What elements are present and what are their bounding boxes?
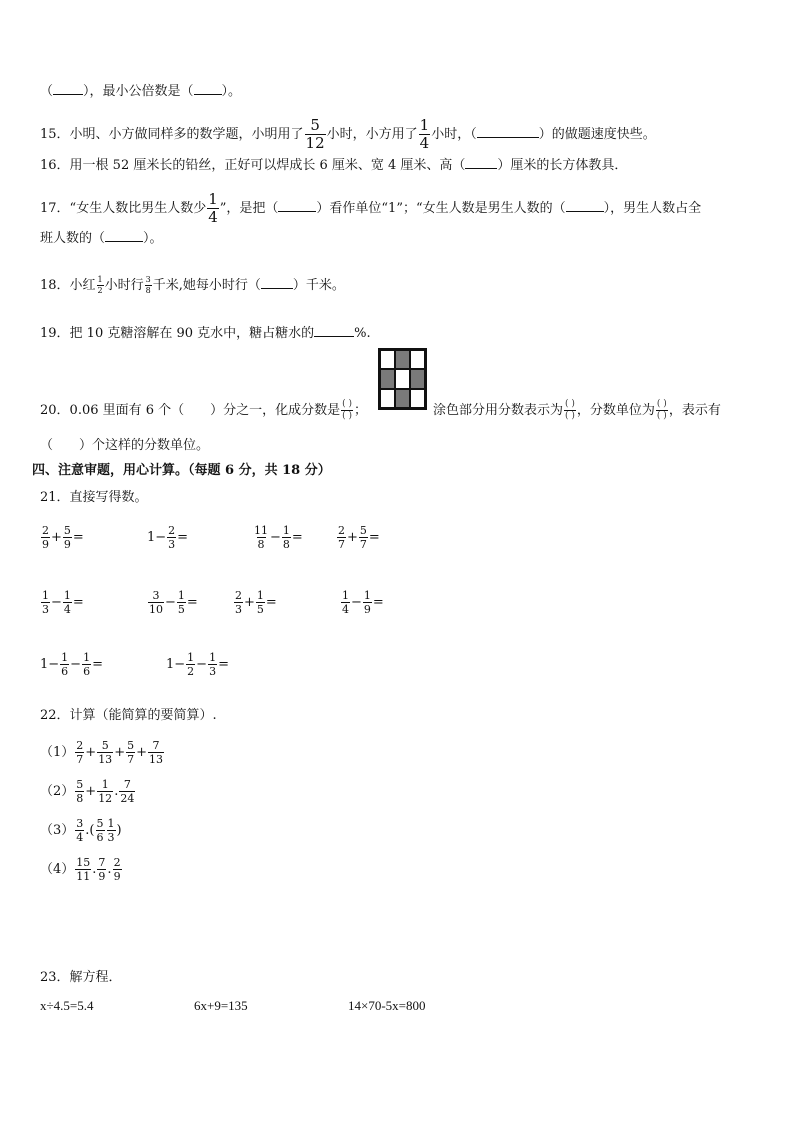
q14-tail	[40, 83, 241, 100]
q18-text-1: 18．小红	[40, 278, 96, 293]
q14-blank-1[interactable]	[53, 83, 83, 95]
fraction: $\frac{5}{8}$	[76, 778, 84, 805]
fraction: $\frac{2}{7}$	[76, 739, 84, 766]
q23-title: 23．解方程．	[40, 970, 122, 985]
question-20-right	[433, 400, 721, 421]
shaded-grid-figure	[378, 348, 427, 410]
q17-text-2: ”，是把（	[219, 201, 279, 216]
q15-fraction-1: $\frac{5}{12}$	[305, 116, 325, 152]
q18-blank[interactable]	[261, 277, 293, 289]
q18-fraction-1: $\frac{1}{2}$	[97, 275, 103, 295]
question-20-line2: （ ）个这样的分数单位。	[40, 438, 210, 453]
q21-expression	[252, 525, 303, 550]
q21-expression	[233, 590, 277, 615]
operator: +	[51, 530, 62, 545]
operator: +	[136, 745, 147, 760]
q20-semicolon: ；	[354, 403, 368, 418]
grid-cell-shaded	[395, 350, 410, 369]
fraction: $\frac{1}{8}$	[282, 524, 290, 551]
equals-sign: =	[186, 595, 198, 610]
q22-expression	[40, 740, 165, 765]
q18-text-2: 小时行	[104, 278, 144, 293]
fraction: $\frac{1}{3}$	[107, 817, 115, 844]
fraction: $\frac{11}{8}$	[254, 524, 268, 551]
fraction: $\frac{1}{4}$	[342, 589, 349, 616]
operator: −	[270, 530, 281, 545]
fraction: $\frac{7}{24}$	[120, 778, 135, 805]
question-19	[40, 325, 371, 342]
question-15	[40, 118, 656, 151]
q18-fraction-2: $\frac{3}{8}$	[145, 275, 151, 295]
q15-text-1: 15．小明、小方做同样多的数学题，小明用了	[40, 127, 304, 142]
fraction: $\frac{5}{7}$	[127, 739, 135, 766]
fraction: $\frac{5}{9}$	[63, 524, 71, 551]
q17-text-5: 班人数的（	[40, 231, 106, 246]
q21-expression	[147, 590, 198, 615]
equals-sign: =	[72, 595, 84, 610]
q19-text-1: 19．把 10 克糖溶解在 90 克水中，糖占糖水的	[40, 326, 315, 341]
operator: −	[51, 595, 62, 610]
operator: −	[165, 595, 176, 610]
q15-text-4: ）的做题速度快些。	[538, 127, 656, 142]
fraction: $\frac{1}{5}$	[256, 589, 264, 616]
expr-prefix: 1−	[166, 657, 186, 672]
operator: )	[116, 823, 122, 838]
q14-text: ），最小公倍数是（	[83, 84, 194, 99]
q21-expression	[336, 525, 380, 550]
fraction: $\frac{1}{12}$	[98, 778, 113, 805]
grid-cell	[380, 389, 395, 408]
q22-expression	[40, 818, 122, 843]
grid-cell	[410, 389, 425, 408]
operator: .	[114, 784, 119, 799]
fraction: $\frac{2}{9}$	[113, 856, 121, 883]
fraction: $\frac{2}{7}$	[338, 524, 345, 551]
equation: 14×70-5x=800	[348, 998, 426, 1013]
q22-expression	[40, 779, 136, 804]
q15-fraction-2: $\frac{1}{4}$	[419, 116, 430, 152]
q18-text-4: ）千米。	[292, 278, 345, 293]
equals-sign: =	[372, 595, 384, 610]
fraction: $\frac{5}{6}$	[96, 817, 104, 844]
item-label: （2）	[40, 784, 75, 799]
q21-expression	[40, 652, 103, 677]
q15-text-3: 小时，（	[431, 127, 477, 142]
q21-expression	[147, 525, 188, 550]
grid-cell-shaded	[380, 369, 395, 388]
operator: +	[85, 745, 97, 760]
q22-title: 22．计算（能简算的要简算）.	[40, 708, 217, 723]
fraction: $\frac{3}{4}$	[76, 817, 84, 844]
q15-blank[interactable]	[477, 126, 539, 138]
q19-text-2: %.	[354, 326, 371, 341]
fraction: $\frac{1}{3}$	[209, 651, 217, 678]
fraction: $\frac{1}{9}$	[363, 589, 371, 616]
equation: 6x+9=135	[194, 998, 248, 1013]
q15-text-2: 小时，小方用了	[326, 127, 418, 142]
operator: +	[347, 530, 358, 545]
fraction: $\frac{1}{2}$	[187, 651, 195, 678]
expr-prefix: 1−	[40, 657, 60, 672]
equals-sign: =	[368, 530, 380, 545]
fraction: $\frac{1}{3}$	[42, 589, 49, 616]
q20-placeholder-fraction-2[interactable]: $\frac{( )}{( )}$	[565, 399, 575, 421]
question-16	[40, 157, 627, 174]
equals-sign: =	[92, 657, 103, 672]
operator: +	[114, 745, 126, 760]
q17-text-4: ），男生人数占全	[603, 201, 702, 216]
grid-cell	[395, 369, 410, 388]
operator: +	[85, 784, 97, 799]
q18-text-3: 千米,她每小时行（	[152, 278, 261, 293]
operator: −	[351, 595, 362, 610]
operator: +	[244, 595, 255, 610]
q20-text-1: 20．0.06 里面有 6 个（ ）分之一，化成分数是	[40, 403, 341, 418]
fraction: $\frac{5}{13}$	[98, 739, 113, 766]
q21-expression	[166, 652, 229, 677]
fraction: $\frac{2}{3}$	[168, 524, 176, 551]
fraction: $\frac{7}{13}$	[149, 739, 163, 766]
equation: x÷4.5=5.4	[40, 998, 94, 1013]
q20-text-2: 涂色部分用分数表示为	[433, 403, 564, 418]
q17-blank-1[interactable]	[278, 200, 316, 212]
q14-end: ）。	[221, 84, 242, 99]
q21-expression	[40, 590, 84, 615]
operator: −	[70, 657, 82, 672]
question-18	[40, 276, 345, 295]
question-17	[40, 192, 701, 225]
q20-text-4: ，表示有	[668, 403, 721, 418]
q17-fraction: $\frac{1}{4}$	[208, 190, 218, 226]
grid-cell	[410, 350, 425, 369]
q14-open: （	[40, 84, 54, 99]
q17-blank-3[interactable]	[105, 230, 143, 242]
fraction: $\frac{2}{9}$	[42, 524, 49, 551]
q20-text-3: ，分数单位为	[576, 403, 655, 418]
q21-expression	[40, 525, 84, 550]
q20-placeholder-fraction-3[interactable]: $\frac{( )}{( )}$	[656, 399, 667, 421]
q16-text-1: 16．用一根 52 厘米长的铅丝，正好可以焊成长 6 厘米、宽 4 厘米、高（	[40, 158, 466, 173]
question-17-line2	[40, 230, 163, 247]
grid-cell-shaded	[395, 389, 410, 408]
q19-blank[interactable]	[314, 325, 354, 337]
q20-placeholder-fraction-1[interactable]: $\frac{( )}{( )}$	[342, 399, 353, 421]
equals-sign: =	[177, 530, 189, 545]
expr-prefix: 1−	[147, 530, 167, 545]
q17-text-1: 17．“女生人数比男生人数少	[40, 201, 207, 216]
fraction: $\frac{15}{11}$	[76, 856, 91, 883]
fraction: $\frac{7}{9}$	[98, 856, 106, 883]
fraction: $\frac{3}{10}$	[149, 589, 163, 616]
item-label: （4）	[40, 862, 75, 877]
operator: .	[107, 862, 112, 877]
q17-blank-2[interactable]	[566, 200, 604, 212]
q16-blank[interactable]	[465, 157, 497, 169]
operator: .	[85, 823, 90, 838]
operator: .	[92, 862, 97, 877]
item-label: （1）	[40, 745, 75, 760]
operator: −	[196, 657, 208, 672]
q17-text-6: ）。	[143, 231, 163, 246]
q16-text-2: ）厘米的长方体教具．	[497, 158, 628, 173]
q14-blank-2[interactable]	[194, 83, 222, 95]
operator: (	[89, 823, 95, 838]
equals-sign: =	[218, 657, 229, 672]
fraction: $\frac{5}{7}$	[359, 524, 367, 551]
grid-cell	[380, 350, 395, 369]
equals-sign: =	[291, 530, 303, 545]
fraction: $\frac{1}{6}$	[83, 651, 91, 678]
equals-sign: =	[72, 530, 84, 545]
item-label: （3）	[40, 823, 75, 838]
q21-expression	[340, 590, 384, 615]
equals-sign: =	[265, 595, 277, 610]
fraction: $\frac{1}{6}$	[61, 651, 69, 678]
q21-title: 21．直接写得数。	[40, 490, 148, 505]
q22-expression	[40, 857, 123, 882]
q17-text-3: ）看作单位“1”；“女生人数是男生人数的（	[316, 201, 566, 216]
grid-cell-shaded	[410, 369, 425, 388]
fraction: $\frac{2}{3}$	[235, 589, 242, 616]
fraction: $\frac{1}{4}$	[63, 589, 71, 616]
section-4-title: 四、注意审题，用心计算。（每题 6 分，共 18 分）	[32, 463, 331, 478]
question-20	[40, 400, 367, 421]
fraction: $\frac{1}{5}$	[177, 589, 185, 616]
